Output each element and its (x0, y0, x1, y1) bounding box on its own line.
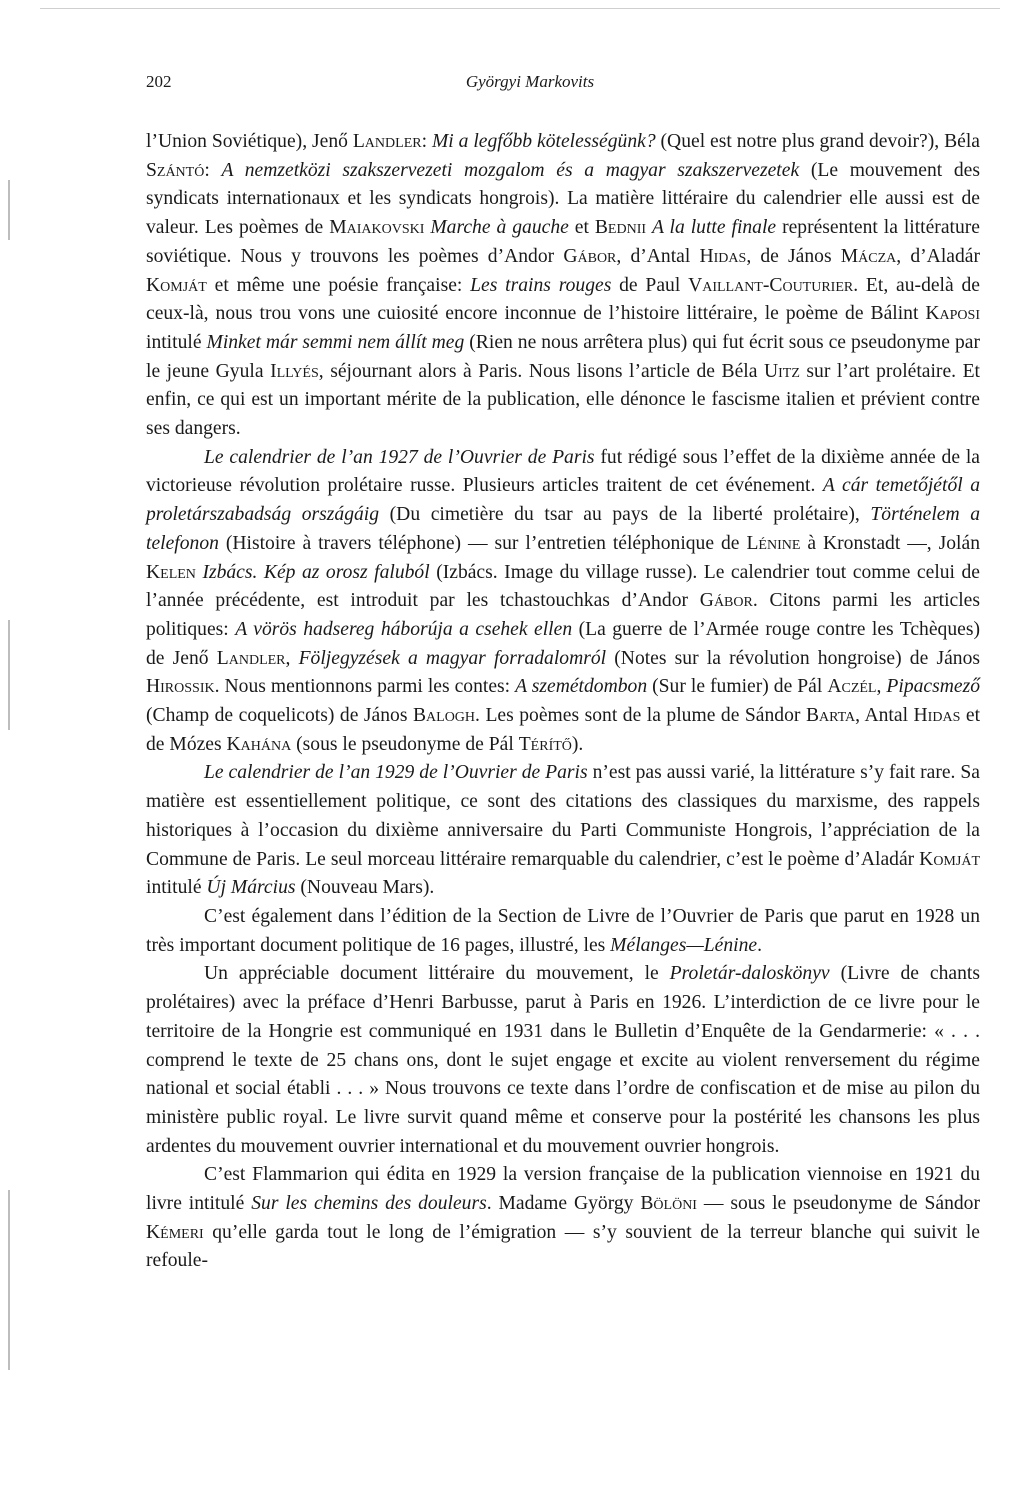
text-run: (Nouveau Mars). (295, 877, 435, 899)
scan-edge-line (40, 8, 1000, 9)
text-run: , (876, 676, 887, 698)
text-run: . Citons parmi les articles politiques: (146, 590, 980, 640)
text-run: Un appréciable document littéraire du mouvement, le (204, 963, 670, 985)
text-run: l’Union Soviétique), Jenő (146, 131, 353, 152)
text-run: (Rien ne nous arrêtera plus) qui fut écrit sous ce pseudonyme par le jeune Gyula (146, 331, 980, 382)
text-run: et de Mózes (146, 705, 981, 755)
paragraph-flammarion (146, 1161, 980, 1276)
text-run: intitulé (146, 877, 207, 899)
paragraph-calendrier-1927 (146, 444, 980, 760)
text-run: . Les poèmes sont de la plume de Sándor (475, 705, 806, 727)
paragraph-melanges-lenine (146, 903, 980, 960)
text-run: n’est pas aussi varié, la littérature s’y fait rare. Sa matière est essentiellement politique, ce sont des citations des classiques du marxisme, des rappels historiques à l’occasion du dixième anniversaire du Parti Communiste Hongrois, l’appréciation de la Commune de Paris. Le seul morceau littéraire remarquable du calendrier, c’est le poème d’Aladár (146, 762, 980, 870)
text-run: (Histoire à travers téléphone) — sur l’entretien téléphonique de (218, 532, 747, 554)
text-run: (Sur le fumier) de Pál (647, 676, 828, 698)
scan-margin-mark (8, 1190, 10, 1370)
author-name: Mácza (840, 245, 897, 267)
text-run: qu’elle garda tout le long de l’émigration — s’y souvient de la terreur blanche qui suivit le refoule- (146, 1221, 980, 1272)
author-name: Aczél (827, 676, 877, 698)
author-name: Kelen (146, 561, 196, 583)
italic-title-text: Le calendrier de l’an 1929 de l’Ouvrier de Paris (204, 762, 588, 784)
text-run: C’est également dans l’édition de la Section de Livre de l’Ouvrier de Paris que parut en 1928 un très important document politique de 16 pages, illustré, les (146, 905, 980, 956)
italic-title-text: Les trains rouges (470, 274, 612, 296)
italic-title-text: A la lutte finale (651, 217, 777, 239)
author-name: Hidas (913, 705, 961, 727)
italic-title-text: Izbács. Kép az orosz faluból (202, 561, 430, 583)
text-run: , (285, 647, 299, 669)
italic-title-text: Följegyzések a magyar forradalomról (298, 647, 607, 669)
italic-title-text: Mi a legfőbb kötelességünk? (431, 131, 656, 152)
italic-title-text: Mélanges—Lénine (610, 934, 758, 956)
text-run: (Du cimetière du tsar au pays de la liberté prolétaire), (379, 504, 871, 526)
text-run: : (421, 131, 432, 152)
text-run: et (568, 217, 595, 239)
author-name: Vaillant-Couturier (688, 274, 854, 296)
italic-title-text: Pipacsmező (886, 676, 981, 698)
text-run: intitulé (146, 331, 207, 353)
italic-title-text: Sur les chemins des douleurs (251, 1193, 487, 1215)
text-run: , d’Aladár (896, 245, 980, 267)
author-name: Bölöni (640, 1193, 697, 1215)
italic-title-text: A nemzetközi szakszervezeti mozgalom és a magyar szakszervezetek (221, 159, 800, 181)
text-run: C’est Flammarion qui édita en 1929 la version française de la publication viennoise en 1921 du livre intitulé (146, 1164, 980, 1215)
italic-title-text: Le calendrier de l’an 1927 de l’Ouvrier de Paris (204, 446, 595, 468)
scan-margin-mark (8, 620, 10, 730)
author-name: Hirossik (146, 676, 215, 698)
italic-title-text: Proletár-daloskönyv (669, 963, 830, 985)
author-name: Lénine (746, 532, 801, 554)
author-name: Maiakovski (329, 217, 425, 239)
text-run: de Paul (611, 274, 689, 296)
author-name: Kémeri (146, 1221, 204, 1243)
scan-margin-mark (8, 180, 10, 240)
author-name: Komját (919, 848, 980, 870)
text-run: : (204, 159, 222, 181)
author-name: Hidas (699, 245, 747, 267)
italic-title-text: Minket már semmi nem állít meg (206, 331, 465, 353)
body-text (146, 128, 980, 1276)
author-name: Kaposi (925, 303, 980, 325)
text-run: sur l’art prolétaire. Et enfin, ce qui est un important mérite de la publication, elle dénonce le fascisme italien et prévient contre ses dangers. (146, 360, 980, 440)
author-name: Térítő (518, 733, 572, 755)
text-run: (Izbács. Image du village russe). Le calendrier tout comme celui de l’année précédente, est introduit par les tchastouchkas d’Andor (146, 561, 980, 612)
text-run: , séjournant alors à Paris. Nous lisons l’article de Béla (318, 360, 764, 382)
author-name: Bednii (594, 217, 647, 239)
paragraph-calendrier-1929 (146, 759, 980, 903)
text-run: ). (571, 733, 584, 755)
text-run: et même une poésie française: (206, 274, 471, 296)
italic-title-text: Történelem a telefonon (146, 504, 981, 554)
author-name: Komját (146, 274, 207, 296)
page-header (146, 72, 914, 98)
text-run: . (757, 934, 763, 956)
italic-title-text: A szemétdombon (515, 676, 648, 698)
text-run: (Livre de chants prolétaires) avec la préface d’Henri Barbusse, parut à Paris en 1926. L’interdiction de ce livre pour le territoire de la Hongrie est communiqué en 1931 dans le Bulletin d’Enquête de la Gendarmerie: « . . . comprend le texte de 25 chans ons, dont le sujet engage et excite au violent renversement du régime national et social établi . . . » Nous trouvons ce texte dans l’ordre de confiscation et de mise au pilon du ministère public royal. Le livre survit quand même et conserve pour la postérité les chansons les plus ardentes du mouvement ouvrier international et du mouvement ouvrier hongrois. (146, 963, 980, 1157)
text-run: (Notes sur la révolution hongroise) de János (606, 647, 980, 669)
author-name: Landler (216, 647, 286, 669)
author-name: Gábor (563, 245, 617, 267)
page-number: 202 (146, 72, 172, 91)
paragraph-proletar-daloskonyv (146, 960, 980, 1161)
text-run: . Nous mentionnons parmi les contes: (214, 676, 516, 698)
author-name: Gábor (699, 590, 753, 612)
text-run: , d’Antal (616, 245, 700, 267)
text-run: , Antal (855, 705, 914, 727)
author-name: Landler (352, 131, 422, 152)
text-run: (sous le pseudonyme de Pál (291, 733, 519, 755)
text-run: (La guerre de l’Armée rouge contre les Tchèques) de Jenő (146, 618, 980, 669)
paragraph-union-sovietique (146, 128, 980, 444)
text-run: fut rédigé sous l’effet de la dixième année de la victorieuse révolution prolétaire russe. Plusieurs articles traitent de cet événement. (146, 446, 981, 497)
italic-title-text: Új Március (206, 877, 296, 899)
text-run: (Le mouvement des syndicats internationaux et les syndicats hongrois). La matière littéraire du calendrier elle aussi est de valeur. Les poèmes de (146, 159, 980, 239)
italic-title-text: A cár temetőjétől a proletárszabadság országáig (146, 475, 980, 526)
text-run: , de János (746, 245, 841, 267)
author-name: Szántó (146, 159, 205, 181)
author-name: Kahána (226, 733, 292, 755)
author-name: Uitz (763, 360, 800, 382)
text-run: . Et, au-delà de ceux-là, nous trou vons une cuiosité encore inconnue de l’histoire littéraire, le poème de Bálint (146, 274, 980, 325)
author-name: Illyés (270, 360, 319, 382)
author-name: Barta (805, 705, 856, 727)
running-head-author: Györgyi Markovits (465, 72, 595, 91)
text-run: représentent la littérature soviétique. Nous y trouvons les poèmes d’Andor (146, 217, 980, 267)
author-name: Balogh (412, 705, 476, 727)
text-run: (Quel est notre plus grand devoir?), Béla (655, 131, 980, 152)
text-run: — sous le pseudonyme de Sándor (696, 1193, 980, 1215)
text-run: (Champ de coquelicots) de János (146, 705, 413, 727)
italic-title-text: A vörös hadsereg háborúja a csehek ellen (235, 618, 573, 640)
text-run: . Madame György (486, 1193, 641, 1215)
text-run: à Kronstadt —, Jolán (800, 532, 980, 554)
italic-title-text: Marche à gauche (430, 217, 569, 239)
